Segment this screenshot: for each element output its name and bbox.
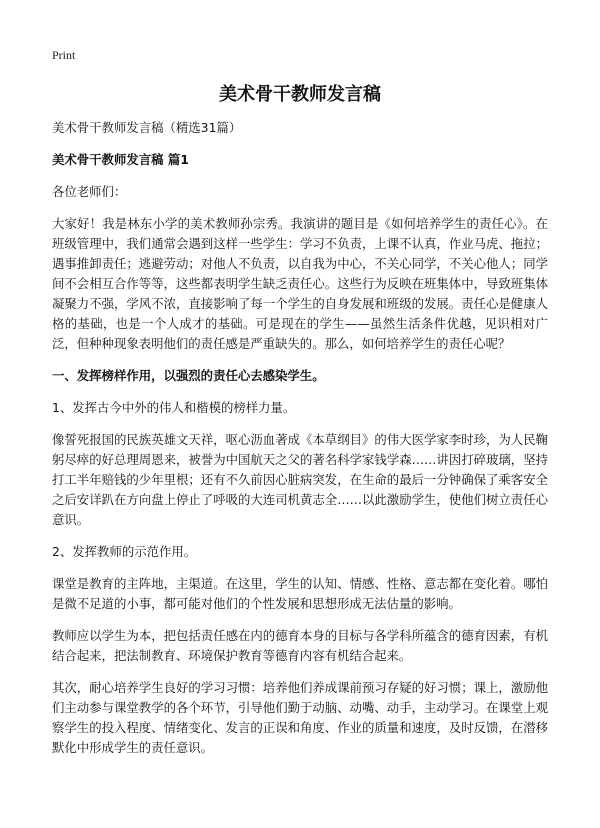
body-paragraph: 课堂是教育的主阵地，主渠道。在这里，学生的认知、情感、性格、意志都在变化着。哪怕是微不足道的小事，都可能对他们的个性发展和思想形成无法估量的影响。 [52,576,548,611]
subpoint-heading: 1、发挥古今中外的伟人和楷模的榜样力量。 [52,400,296,415]
subpoint-heading: 2、发挥教师的示范作用。 [52,544,197,559]
print-link[interactable]: Print [52,48,76,62]
document-subtitle: 美术骨干教师发言稿（精选31篇） [52,120,242,135]
body-paragraph: 教师应以学生为本，把包括责任感在内的德育本身的目标与各学科所蕴含的德育因素，有机结合起来，把法制教育、环境保护教育等德育内容有机结合起来。 [52,628,548,663]
body-paragraph: 像誓死报国的民族英雄文天祥，呕心沥血著成《本草纲目》的伟大医学家李时珍，为人民鞠躬尽瘁的好总理周恩来，被誉为中国航天之父的著名科学家钱学森……讲因打碎玻璃，坚持打工半年赔钱的少年里根；还有不久前因心脏病突发，在生命的最后一分钟确保了乘客安全之后安详趴在方向盘上停止了呼吸的大连司机黄志全……以此激励学生，使他们树立责任心意识。 [52,432,548,527]
page-title: 美术骨干教师发言稿 [219,84,381,105]
greeting-paragraph: 各位老师们： [52,184,127,199]
document-body [52,118,548,770]
section-heading: 美术骨干教师发言稿 篇1 [52,152,189,167]
subsection-heading: 一、发挥榜样作用，以强烈的责任心去感染学生。 [52,368,325,383]
body-paragraph: 大家好！我是林东小学的美术教师孙宗秀。我演讲的题目是《如何培养学生的责任心》。在班级管理中，我们通常会遇到这样一些学生：学习不负责，上课不认真，作业马虎、拖拉；遇事推卸责任；逃避劳动；对他人不负责，以自我为中心，不关心同学，不关心他人；同学间不会相互合作等等，这些都表明学生缺乏责任心。这些行为反映在班集体中，导致班集体凝聚力不强，学风不浓，直接影响了每一个学生的自身发展和班级的发展。责任心是健康人格的基础，也是一个人成才的基础。可是现在的学生——虽然生活条件优越，见识相对广泛，但种种现象表明他们的责任感是严重缺失的。那么，如何培养学生的责任心呢？ [52,216,548,351]
body-paragraph: 其次，耐心培养学生良好的学习习惯：培养他们养成课前预习存疑的好习惯；课上，激励他们主动参与课堂教学的各个环节，引导他们勤于动脑、动嘴、动手，主动学习。在课堂上观察学生的投入程度、情绪变化、发言的正误和角度、作业的质量和速度，及时反馈，在潜移默化中形成学生的责任意识。 [52,680,548,755]
